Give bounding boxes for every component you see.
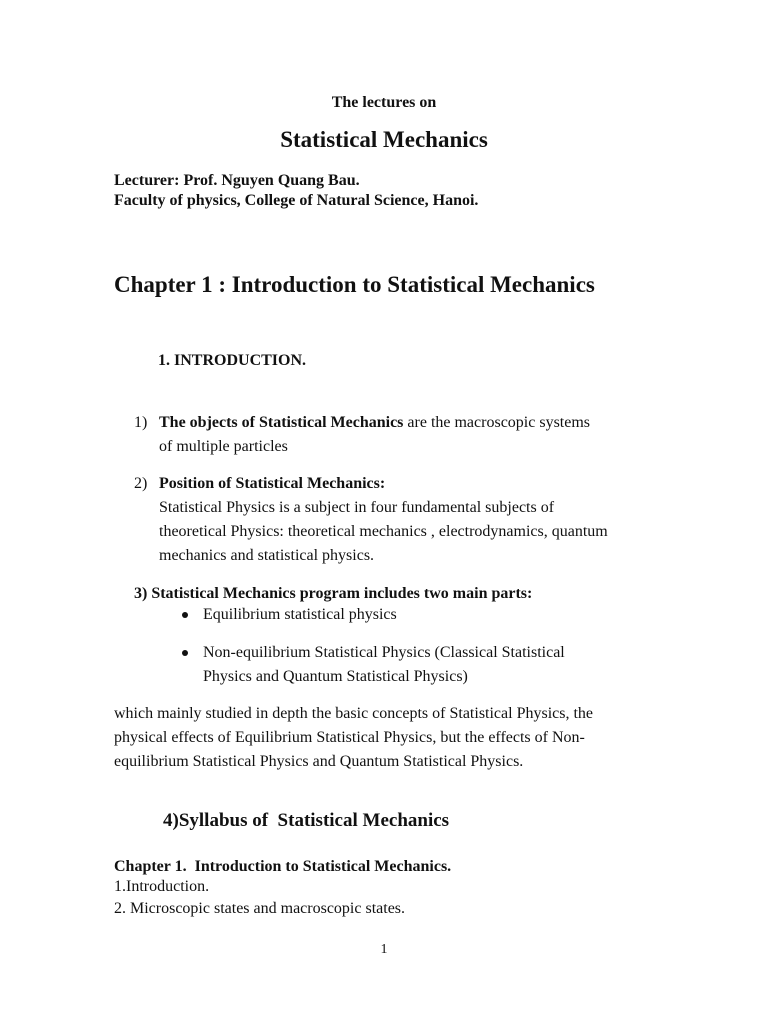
item2-line2: theoretical Physics: theoretical mechanics , electrodynamics, quantum (159, 523, 608, 540)
item2-line1: Statistical Physics is a subject in four fundamental subjects of (159, 499, 555, 516)
bullet2-line2: Physics and Quantum Statistical Physics) (203, 668, 468, 685)
item2-heading: Position of Statistical Mechanics: (159, 475, 386, 492)
syllabus-item1: 1.Introduction. (114, 878, 210, 895)
section-heading: 1. INTRODUCTION. (158, 352, 307, 369)
bullet2-line1: Non-equilibrium Statistical Physics (Classical Statistical (203, 644, 565, 661)
syllabus-heading: 4)Syllabus of Statistical Mechanics (163, 810, 450, 831)
page-number: 1 (380, 942, 388, 957)
faculty-line: Faculty of physics, College of Natural Science, Hanoi. (114, 192, 479, 209)
item3-heading: 3) Statistical Mechanics program includes two main parts: (134, 585, 533, 602)
paragraph-line2: physical effects of Equilibrium Statistical Physics, but the effects of Non- (114, 729, 585, 746)
pretitle-text: The lectures on (331, 94, 437, 111)
item1-bold-text: The objects of Statistical Mechanics (159, 414, 404, 431)
item1-line1 (159, 411, 590, 435)
item1-rest-text: are the macroscopic systems (403, 414, 591, 431)
item1-number: 1) (134, 414, 148, 431)
bullet1-text: Equilibrium statistical physics (203, 606, 397, 623)
paragraph-line3: equilibrium Statistical Physics and Quantum Statistical Physics. (114, 753, 524, 770)
lecturer-line: Lecturer: Prof. Nguyen Quang Bau. (114, 172, 360, 189)
paragraph-line1: which mainly studied in depth the basic concepts of Statistical Physics, the (114, 705, 594, 722)
bullet-icon (182, 612, 188, 618)
document-pretitle (0, 93, 768, 113)
syllabus-item2: 2. Microscopic states and macroscopic states. (114, 900, 406, 917)
document-title: Statistical Mechanics (280, 127, 488, 152)
syllabus-chapter: Chapter 1. Introduction to Statistical Mechanics. (114, 858, 452, 875)
item2-line3: mechanics and statistical physics. (159, 547, 375, 564)
item2-number: 2) (134, 475, 148, 492)
chapter-heading: Chapter 1 : Introduction to Statistical Mechanics (114, 272, 595, 297)
item1-line2: of multiple particles (159, 438, 288, 455)
bullet-icon (182, 650, 188, 656)
